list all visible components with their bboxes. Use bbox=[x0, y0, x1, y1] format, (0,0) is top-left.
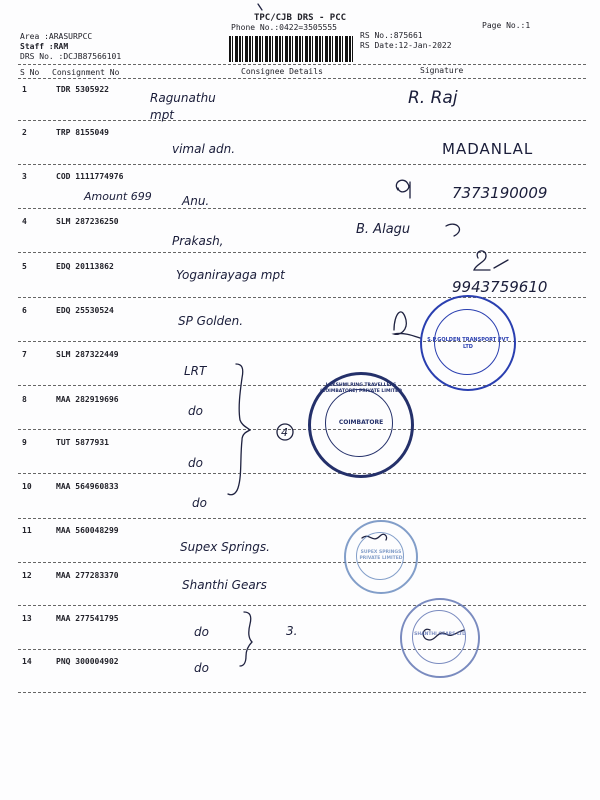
drs-number: DRS No. :DCJB87566101 bbox=[20, 52, 122, 61]
consignee-handwriting: Supex Springs. bbox=[180, 540, 270, 554]
consignment-number: MAA 277541795 bbox=[56, 614, 119, 623]
consignee-handwriting: do bbox=[192, 496, 207, 510]
row-number: 11 bbox=[22, 526, 32, 535]
signature-handwriting: MADANLAL bbox=[442, 140, 534, 158]
signature-handwriting: B. Alagu bbox=[356, 222, 411, 237]
signature-scribble bbox=[394, 312, 420, 338]
row-number: 7 bbox=[22, 350, 27, 359]
consignment-number: SLM 287322449 bbox=[56, 350, 119, 359]
signature-handwriting: 9943759610 bbox=[452, 278, 548, 296]
consignment-number: PNQ 300004902 bbox=[56, 657, 119, 666]
row-number: 1 bbox=[22, 85, 27, 94]
consignment-number: EDQ 20113862 bbox=[56, 262, 114, 271]
company-seal-stamp bbox=[400, 598, 480, 678]
stray-mark bbox=[258, 4, 262, 10]
consignment-number: MAA 564960833 bbox=[56, 482, 119, 491]
consignment-number: SLM 287236250 bbox=[56, 217, 119, 226]
consignee-handwriting: Prakash, bbox=[172, 234, 224, 248]
circled-count bbox=[277, 424, 293, 440]
signature-scribble bbox=[474, 251, 508, 270]
consignee-handwriting: do bbox=[194, 625, 209, 639]
count-annotation: 4 bbox=[281, 426, 288, 439]
row-number: 14 bbox=[22, 657, 32, 666]
row-number: 13 bbox=[22, 614, 32, 623]
consignee-handwriting: Shanthi Gears bbox=[182, 578, 267, 592]
column-header-signature: Signature bbox=[420, 66, 464, 75]
row-number: 12 bbox=[22, 571, 32, 580]
column-header-consignee: Consignee Details bbox=[241, 67, 323, 76]
consignee-handwriting: Ragunathu mpt bbox=[150, 91, 216, 122]
consignment-number: COD 1111774976 bbox=[56, 172, 124, 181]
signature-loop bbox=[396, 180, 410, 198]
consignment-number: MAA 277283370 bbox=[56, 571, 119, 580]
row-number: 6 bbox=[22, 306, 27, 315]
row-number: 9 bbox=[22, 438, 27, 447]
consignee-handwriting: do bbox=[188, 404, 203, 418]
stamp-text: LAKSHMI RING TRAVELLERS (COIMBATORE) PRIVATE LIMITED bbox=[320, 383, 402, 394]
staff-field: Staff :RAM bbox=[20, 42, 69, 51]
consignee-handwriting: vimal adn. bbox=[172, 142, 236, 156]
consignee-handwriting: Anu. bbox=[182, 194, 210, 208]
consignee-handwriting: do bbox=[188, 456, 203, 470]
amount-note: Amount 699 bbox=[84, 190, 152, 203]
stamp-text: SHANTHI GEARS LTD bbox=[414, 632, 466, 637]
column-header-consignment: Consignment No bbox=[52, 68, 120, 77]
consignee-handwriting: Yoganirayaga mpt bbox=[176, 268, 285, 282]
rs-date: RS Date:12-Jan-2022 bbox=[360, 41, 452, 50]
consignee-handwriting: do bbox=[194, 661, 209, 675]
row-number: 5 bbox=[22, 262, 27, 271]
consignment-number: EDQ 25530524 bbox=[56, 306, 114, 315]
consignee-handwriting: SP Golden. bbox=[178, 314, 244, 328]
row-number: 3 bbox=[22, 172, 27, 181]
signature-loop bbox=[446, 224, 459, 236]
consignment-number: MAA 560048299 bbox=[56, 526, 119, 535]
company-seal-stamp bbox=[420, 295, 516, 391]
consignment-number: MAA 282919696 bbox=[56, 395, 119, 404]
signature-handwriting: 7373190009 bbox=[452, 184, 548, 202]
consignment-number: TDR 5305922 bbox=[56, 85, 109, 94]
rs-number: RS No.:875661 bbox=[360, 31, 423, 40]
grouping-bracket bbox=[240, 612, 252, 666]
document-title: TPC/CJB DRS - PCC bbox=[253, 13, 347, 23]
consignee-handwriting: LRT bbox=[184, 364, 207, 378]
row-number: 4 bbox=[22, 217, 27, 226]
company-seal-stamp bbox=[344, 520, 418, 594]
company-seal-stamp bbox=[308, 372, 414, 478]
grouping-bracket bbox=[228, 364, 250, 495]
stamp-text: SUPEX SPRINGS PRIVATE LIMITED bbox=[359, 550, 403, 561]
consignment-number: TUT 5877931 bbox=[56, 438, 109, 447]
row-number: 2 bbox=[22, 128, 27, 137]
stamp-text: S.P.GOLDEN TRANSPORT PVT LTD bbox=[427, 337, 509, 350]
row-number: 8 bbox=[22, 395, 27, 404]
column-header-sno: S No bbox=[20, 68, 40, 77]
page-number: Page No.:1 bbox=[482, 21, 531, 30]
stamp-center-text: COIMBATORE bbox=[338, 419, 384, 426]
signature-handwriting: R. Raj bbox=[408, 88, 458, 108]
phone-number: Phone No.:0422=3505555 bbox=[231, 23, 337, 32]
row-number: 10 bbox=[22, 482, 32, 491]
consignment-number: TRP 8155049 bbox=[56, 128, 109, 137]
area-field: Area :ARASURPCC bbox=[20, 32, 93, 41]
count-annotation: 3. bbox=[286, 624, 298, 638]
